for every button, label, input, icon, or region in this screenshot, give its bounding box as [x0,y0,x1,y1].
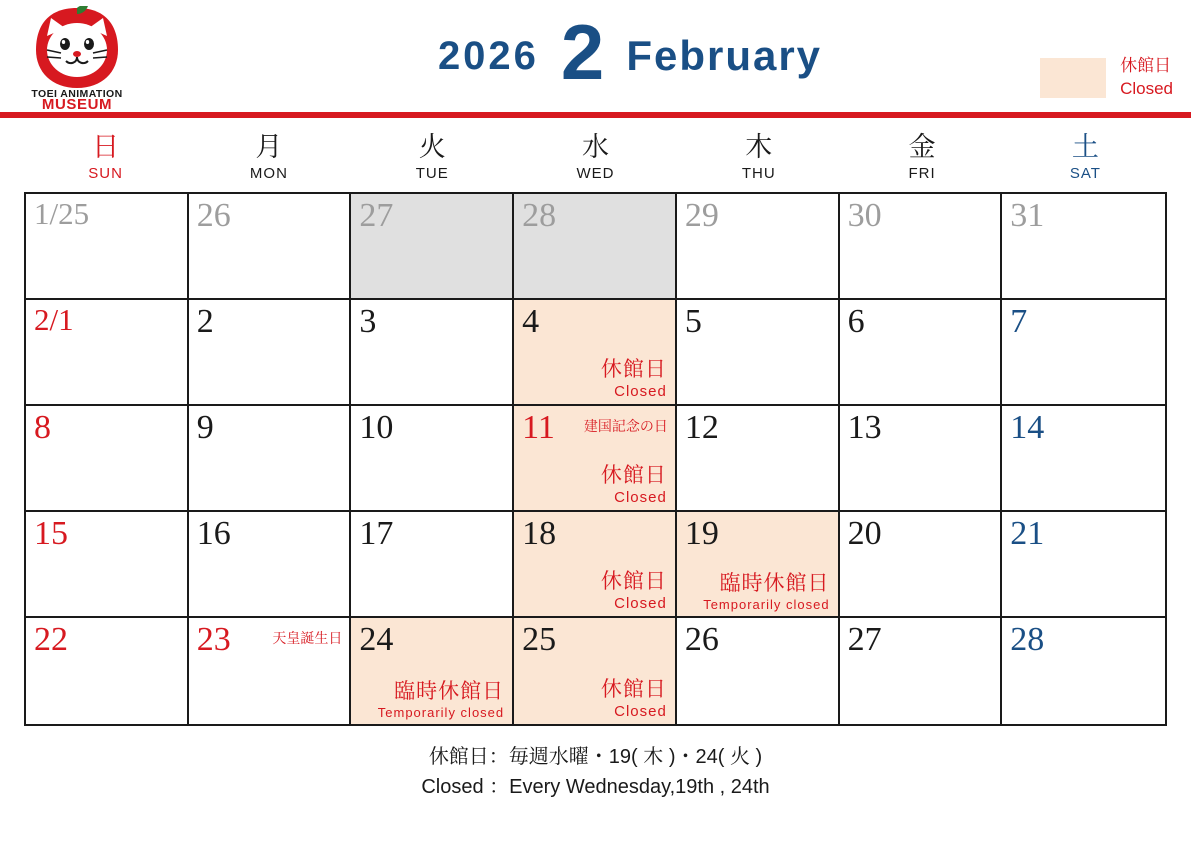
calendar-day-cell[interactable] [1002,406,1165,512]
calendar-day-cell[interactable] [677,406,840,512]
closed-notice-jp: 休館日 [600,677,667,701]
holiday-label: 天皇誕生日 [272,630,343,647]
calendar-day-cell[interactable] [351,406,514,512]
calendar-day-cell[interactable] [351,194,514,300]
weekday-tue [351,132,514,182]
day-number: 20 [847,515,882,553]
closed-notice-en: Closed [614,594,667,612]
legend-label-jp: 休館日 [1120,56,1172,75]
day-number: 9 [196,409,214,447]
closed-notice [601,570,667,612]
calendar-day-cell[interactable] [26,406,189,512]
weekday-mon-jp: 月 [255,132,283,162]
closed-notice [601,358,667,400]
day-number: 24 [359,621,394,659]
calendar-day-cell[interactable] [189,300,352,406]
day-number: 3 [359,303,377,341]
weekday-tue-en: TUE [415,165,449,183]
day-number: 10 [359,409,394,447]
calendar-day-cell[interactable] [26,618,189,724]
closed-notice-jp: 休館日 [600,357,667,381]
closed-notice-jp: 休館日 [600,569,667,593]
day-number: 13 [847,409,882,447]
calendar-day-cell[interactable] [514,300,677,406]
day-number: 23 [196,621,231,659]
day-number: 28 [522,197,557,235]
day-number: 15 [34,515,68,553]
closed-notice-en: Closed [614,382,667,400]
calendar-day-cell[interactable] [26,512,189,618]
day-number: 4 [522,303,540,341]
closed-notice-en: Closed [614,702,667,720]
weekday-wed-jp: 水 [581,132,609,162]
legend-color-swatch [1040,58,1106,98]
day-number: 27 [359,197,394,235]
day-number: 6 [847,303,865,341]
calendar-day-cell[interactable] [677,618,840,724]
closed-notice [378,680,504,720]
closed-notice [601,464,667,506]
weekday-sat-en: SAT [1069,165,1101,183]
calendar-day-cell[interactable] [351,512,514,618]
calendar-day-cell[interactable] [840,512,1003,618]
weekday-fri [840,132,1003,182]
day-number: 25 [522,621,557,659]
svg-text:TOEI ANIMATION: TOEI ANIMATION [31,88,123,100]
calendar-day-cell[interactable] [1002,194,1165,300]
calendar-day-cell[interactable] [351,300,514,406]
calendar-day-cell[interactable] [514,618,677,724]
closed-notice-jp: 臨時休館日 [719,572,830,596]
weekday-wed [514,132,677,182]
calendar-day-cell[interactable] [514,406,677,512]
closed-notice [601,678,667,720]
weekday-wed-en: WED [576,165,615,183]
day-number: 7 [1010,303,1028,341]
day-number: 1/25 [34,196,90,232]
month-name: February [626,32,823,79]
day-number: 2 [196,303,214,341]
closed-notice-en: Closed [614,488,667,506]
day-number: 18 [522,515,557,553]
calendar-day-cell[interactable] [677,300,840,406]
day-number: 14 [1010,409,1045,447]
day-number: 17 [359,515,394,553]
day-number: 28 [1010,621,1045,659]
calendar-day-cell[interactable] [189,194,352,300]
calendar-day-cell[interactable] [189,512,352,618]
legend [1040,55,1173,101]
calendar-day-cell[interactable] [1002,512,1165,618]
calendar-day-cell[interactable] [840,300,1003,406]
day-number: 11 [522,409,555,447]
closed-notice [703,572,829,612]
weekday-sun-en: SUN [88,165,123,183]
weekday-mon [187,132,350,182]
weekday-fri-en: FRI [908,165,936,183]
day-number: 30 [847,197,882,235]
year-label: 2026 [437,33,539,78]
calendar-day-cell[interactable] [189,618,352,724]
day-number: 12 [684,409,719,447]
calendar-day-cell[interactable] [677,512,840,618]
day-number: 29 [684,197,719,235]
weekday-sat-jp: 土 [1071,132,1099,162]
calendar-day-cell[interactable] [351,618,514,724]
calendar-day-cell[interactable] [1002,300,1165,406]
day-number: 31 [1010,197,1045,235]
page-header [0,0,1191,118]
weekday-sat [1004,132,1167,182]
closed-notice-en: Temporarily closed [377,704,505,720]
weekday-thu [677,132,840,182]
calendar-title [330,0,930,112]
calendar-day-cell[interactable] [514,512,677,618]
calendar-day-cell[interactable] [840,618,1003,724]
calendar-day-cell[interactable] [1002,618,1165,724]
day-number: 21 [1010,515,1045,553]
calendar-day-cell[interactable] [26,194,189,300]
weekday-sun-jp: 日 [92,132,120,162]
legend-label-en: Closed [1120,78,1173,98]
day-number: 26 [196,197,231,235]
holiday-label: 建国記念の日 [583,418,668,435]
footer-note-jp: 休館日：毎週水曜・19( 木 )・24( 火 ) [428,746,763,769]
footer-note-en: Closed ：Every Wednesday,19th , 24th [421,776,770,799]
weekday-fri-jp: 金 [908,132,936,162]
weekday-tue-jp: 火 [418,132,446,162]
day-number: 19 [684,515,719,553]
day-number: 26 [684,621,719,659]
calendar-day-cell[interactable] [677,194,840,300]
calendar-day-cell[interactable] [840,406,1003,512]
closed-notice-en: Temporarily closed [703,596,830,612]
calendar-day-cell[interactable] [26,300,189,406]
month-number: 2 [560,8,605,96]
calendar-day-cell[interactable] [840,194,1003,300]
day-number: 27 [847,621,882,659]
day-number: 22 [34,621,68,659]
calendar-day-cell[interactable] [514,194,677,300]
weekday-thu-jp: 木 [745,132,773,162]
weekday-header-row [24,118,1167,182]
weekday-sun [24,132,187,182]
legend-labels [1120,55,1173,101]
svg-text:MUSEUM: MUSEUM [41,96,113,110]
closed-notice-jp: 休館日 [600,463,667,487]
day-number: 8 [34,409,51,447]
day-number: 2/1 [34,302,74,338]
closed-notice-jp: 臨時休館日 [394,680,505,704]
calendar-grid [24,192,1167,726]
day-number: 5 [684,303,702,341]
calendar-day-cell[interactable] [189,406,352,512]
weekday-mon-en: MON [249,165,288,183]
weekday-thu-en: THU [741,165,776,183]
day-number: 16 [196,515,231,553]
footer-notes [0,742,1191,802]
toei-animation-museum-logo [16,6,138,110]
